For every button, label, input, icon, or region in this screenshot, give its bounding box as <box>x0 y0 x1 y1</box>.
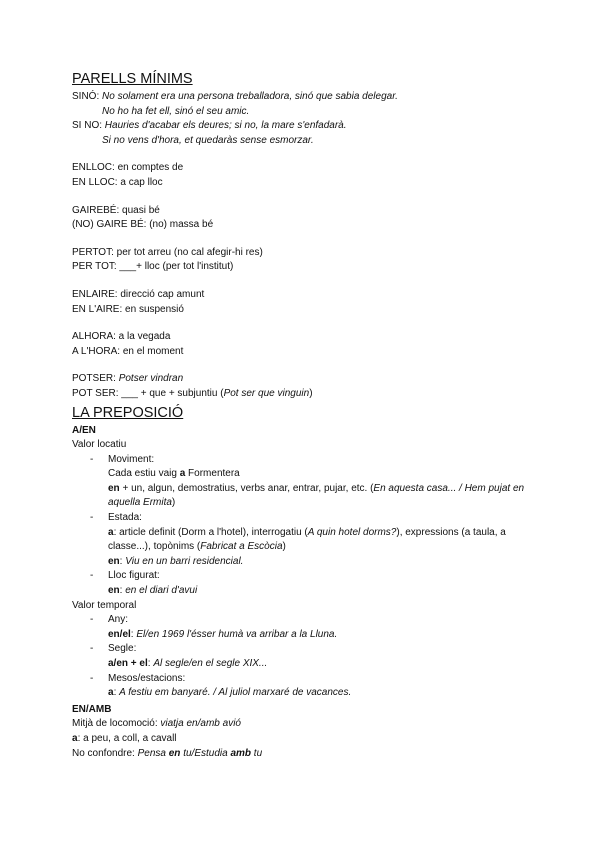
a-peu-text: : a peu, a coll, a cavall <box>77 732 177 744</box>
moviment-line1-bold: a <box>179 468 186 480</box>
sino-label: SINÓ: <box>72 91 100 102</box>
lloc-figurat-en-text: : <box>119 585 126 597</box>
potser-label: POTSER: <box>72 373 116 385</box>
estada-en-bold: en <box>108 555 120 567</box>
moviment-item: - Moviment: <box>90 453 155 465</box>
no-conf-b2: amb <box>230 747 252 759</box>
any-item: - Any: <box>90 614 129 626</box>
estada-a-text1: : article definit (Dorm a l'hotel), interrogatiu ( <box>113 526 308 538</box>
no-conf-text: No confondre: <box>72 747 138 759</box>
si-no-example-2: Si no vens d'hora, et quedaràs sense esmorzar. <box>102 134 314 146</box>
mitja-line <box>72 717 542 732</box>
potser-example: Potser vindran <box>118 373 184 385</box>
valor-temporal-label: Valor temporal <box>72 599 137 611</box>
en-amb-heading: EN/AMB <box>72 703 112 715</box>
section-title-la-preposicio: LA PREPOSICIÓ <box>72 404 184 421</box>
no-confondre-line <box>72 747 542 762</box>
lloc-figurat-en-bold: en <box>108 585 120 597</box>
gairebe-def: GAIREBÉ: quasi bé <box>72 204 160 216</box>
moviment-line1-pre: Cada estiu vaig <box>108 468 180 480</box>
potser-def <box>72 372 542 387</box>
segle-item: - Segle: <box>90 643 137 655</box>
pot-ser-close: ) <box>309 387 313 399</box>
mesos-label: Mesos/estacions: <box>108 672 186 684</box>
any-line <box>72 628 542 643</box>
no-gaire-be-def: (NO) GAIRE BÉ: (no) massa bé <box>72 219 214 231</box>
estada-en-line <box>72 555 542 570</box>
no-conf-i1: Pensa <box>137 747 169 759</box>
moviment-line-1 <box>72 467 542 482</box>
a-peu-line <box>72 732 542 747</box>
a-en-heading: A/EN <box>72 424 96 436</box>
lloc-figurat-label: Lloc figurat: <box>108 570 160 582</box>
moviment-label: Moviment: <box>108 453 155 465</box>
si-no-label: SI NO: <box>72 120 103 132</box>
moviment-line1-post: Formentera <box>185 468 240 480</box>
estada-item: - Estada: <box>90 512 142 524</box>
sino-line-1 <box>72 90 542 105</box>
moviment-line2-text: + un, algun, demostratius, verbs anar, entrar, pujar, etc. ( <box>119 482 374 494</box>
estada-en-italic: Viu en un barri residencial. <box>125 555 244 567</box>
any-bold: en/el <box>108 628 131 640</box>
sino-example-2: No ho ha fet ell, sinó el seu amic. <box>102 105 250 117</box>
mesos-italic: A festiu em banyaré. / Al juliol marxaré de vacances. <box>119 687 352 699</box>
moviment-line-2 <box>72 482 542 511</box>
enlaire-def: ENLAIRE: direcció cap amunt <box>72 288 205 300</box>
lloc-figurat-en-line <box>72 584 542 599</box>
any-text: : <box>130 628 137 640</box>
estada-a-line <box>72 526 542 555</box>
pot-ser-label: POT SER: ___ + que + subjuntiu ( <box>72 387 224 399</box>
any-italic: El/en 1969 l'ésser humà va arribar a la Lluna. <box>136 628 338 640</box>
estada-a-text3: ) <box>282 541 286 553</box>
moviment-line2-bold: en <box>108 482 120 494</box>
per-tot-def: PER TOT: ___+ lloc (per tot l'institut) <box>72 261 234 273</box>
pot-ser-def <box>72 387 542 402</box>
mitja-italic: viatja en/amb avió <box>160 718 241 730</box>
mesos-item: - Mesos/estacions: <box>90 672 186 684</box>
lloc-figurat-item: - Lloc figurat: <box>90 570 160 582</box>
mesos-bold: a <box>108 687 114 699</box>
si-no-example-1: Hauries d'acabar els deures; si no, la mare s'enfadarà. <box>104 120 347 132</box>
en-lloc-def: EN LLOC: a cap lloc <box>72 176 163 188</box>
alhora-def: ALHORA: a la vegada <box>72 331 171 343</box>
enlloc-def: ENLLOC: en comptes de <box>72 162 184 174</box>
estada-a-italic2: Fabricat a Escòcia <box>200 541 283 553</box>
moviment-line2-italic: En aquesta casa... / Hem pujat en aquella Ermita <box>108 482 525 509</box>
document-page <box>72 70 542 761</box>
valor-locatiu-label: Valor locatiu <box>72 439 127 451</box>
lloc-figurat-en-italic: en el diari d'avui <box>125 585 198 597</box>
segle-label: Segle: <box>108 643 137 655</box>
estada-a-italic1: A quin hotel dorms? <box>307 526 397 538</box>
any-label: Any: <box>108 614 129 626</box>
pot-ser-example: Pot ser que vinguin <box>223 387 310 399</box>
si-no-line-1 <box>72 119 542 134</box>
pertot-def: PERTOT: per tot arreu (no cal afegir-hi res) <box>72 246 263 258</box>
estada-a-text2: ), expressions (a taula, a classe...), topònims ( <box>108 526 506 553</box>
segle-text: : <box>147 658 154 669</box>
segle-italic: Al segle/en el segle XIX... <box>153 658 268 669</box>
no-conf-b1: en <box>168 747 181 759</box>
sino-example-1: No solament era una persona treballadora, sinó que sabia delegar. <box>102 91 398 102</box>
moviment-line2-close: ) <box>171 497 176 509</box>
a-lhora-def: A L'HORA: en el moment <box>72 345 184 357</box>
a-peu-bold: a <box>72 732 78 744</box>
segle-bold: a/en + el <box>108 658 148 669</box>
en-laire-def: EN L'AIRE: en suspensió <box>72 303 184 315</box>
no-conf-i3: tu <box>251 747 263 759</box>
estada-a-bold: a <box>108 526 114 538</box>
mesos-line <box>72 686 542 701</box>
mitja-text: Mitjà de locomoció: <box>72 718 161 730</box>
no-conf-i2: tu/Estudia <box>180 747 231 759</box>
estada-en-text: : <box>119 555 126 567</box>
segle-line <box>72 657 542 672</box>
estada-label: Estada: <box>108 512 142 524</box>
section-title-parells-minims: PARELLS MÍNIMS <box>72 71 193 87</box>
mesos-text: : <box>113 687 120 699</box>
